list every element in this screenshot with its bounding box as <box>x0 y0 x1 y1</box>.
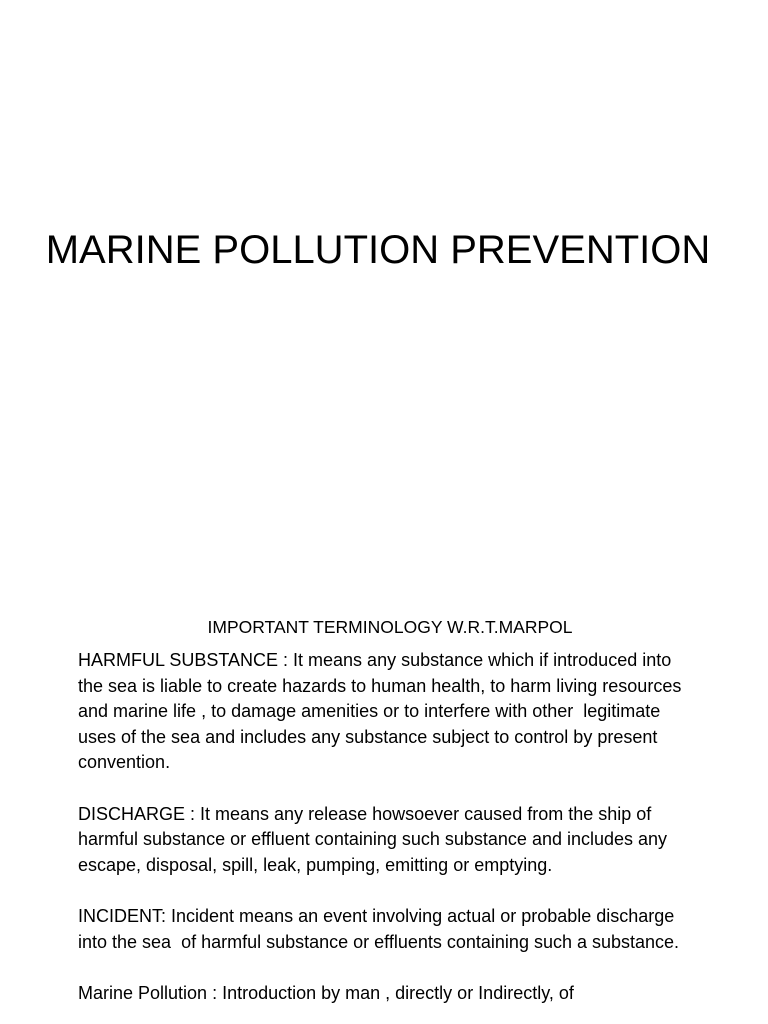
definition-marine-pollution: Marine Pollution : Introduction by man , directly or Indirectly, of <box>78 982 574 1003</box>
definitions-list <box>78 648 698 1024</box>
definition-discharge: DISCHARGE : It means any release howsoever caused from the ship of harmful substance or effluent containing such substance and includes any escape, disposal, spill, leak, pumping, emitting or emptying. <box>78 803 673 875</box>
definition-incident: INCIDENT: Incident means an event involving actual or probable discharge into the sea of harmful substance or effluents containing such a substance. <box>78 905 680 952</box>
definition-harmful-substance: HARMFUL SUBSTANCE : It means any substance which if introduced into the sea is liable to create hazards to human health, to harm living resources and marine life , to damage amenities or to interfere with other legitimate uses of the sea and includes any substance subject to control by present convention. <box>78 650 687 773</box>
section-heading: IMPORTANT TERMINOLOGY W.R.T.MARPOL <box>207 617 573 637</box>
page-title: MARINE POLLUTION PREVENTION <box>45 228 711 272</box>
